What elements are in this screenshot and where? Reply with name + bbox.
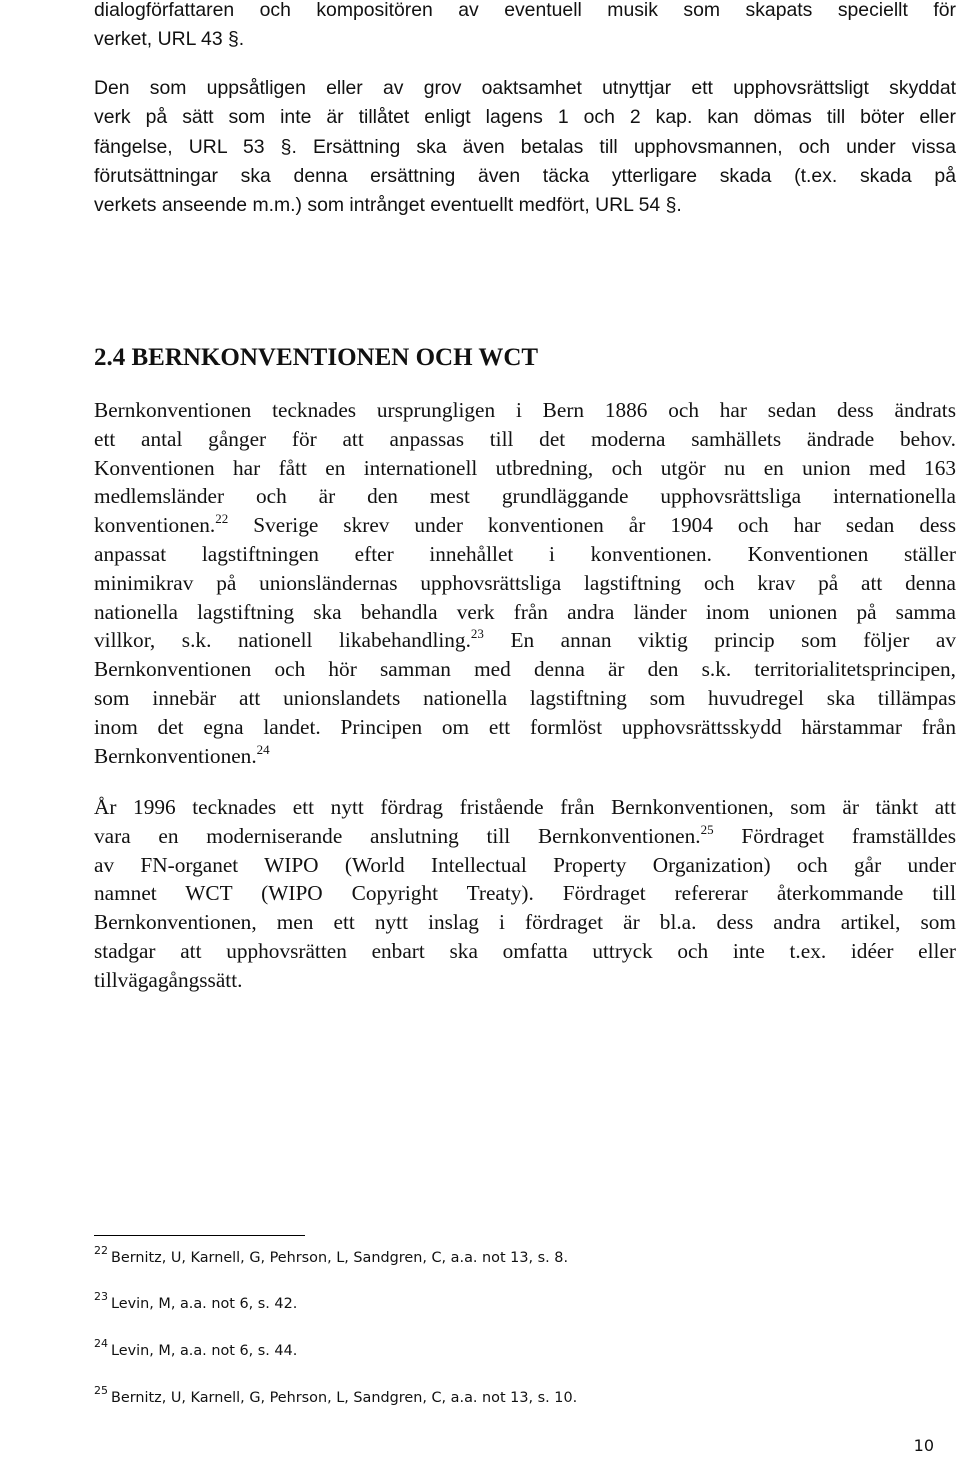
footnote-number: 22 — [94, 1244, 108, 1257]
footnote-number: 24 — [94, 1337, 108, 1350]
text-line: Bernkonventionen och hör samman med denna är den s.k. territorialitetsprincipen, — [94, 657, 956, 682]
text-line: verk på sätt som inte är tillåtet enligt lagens 1 och 2 kap. kan dömas till böter eller — [94, 106, 956, 129]
text-line: nationella lagstiftning ska behandla verk från andra länder inom unionen på samma — [94, 599, 956, 624]
text-line: namnet WCT (WIPO Copyright Treaty). Fördraget refererar återkommande till — [94, 881, 956, 906]
text-line: inom det egna landet. Principen om ett formlöst upphovsrättsskydd härstammar från — [94, 714, 956, 739]
page-number: 10 — [913, 1436, 934, 1455]
text-line: verkets anseende m.m.) som intrånget eventuellt medfört, URL 54 §. — [94, 194, 682, 217]
footnote-number: 23 — [94, 1290, 108, 1303]
text-line: av FN-organet WIPO (World Intellectual Property Organization) och går under — [94, 852, 956, 877]
text-segment: villkor, s.k. nationell likabehandling. — [94, 628, 471, 653]
footnote-ref: 23 — [470, 626, 484, 642]
text-line: År 1996 tecknades ett nytt fördrag fristående från Bernkonventionen, som är tänkt att — [94, 795, 956, 819]
text-segment: Bernkonventionen. — [94, 743, 257, 768]
footnote — [94, 1384, 954, 1408]
text-line: anpassat lagstiftningen efter innehållet i konventionen. Konventionen ställer — [94, 541, 956, 566]
penalty-paragraph — [94, 74, 956, 220]
wct-paragraph — [94, 793, 956, 995]
text-line: förutsättningar ska denna ersättning även täcka ytterligare skada (t.ex. skada på — [94, 164, 956, 187]
text-line: som innebär att unionslandets nationella lagstiftning som huvudregel ska tillämpas — [94, 685, 956, 710]
text-line: Bernkonventionen, men ett nytt inslag i fördraget är bl.a. dess andra artikel, som — [94, 910, 956, 935]
text-line: ett antal gånger för att anpassas till det moderna samhällets ändrade behov. — [94, 426, 956, 451]
text-line — [94, 822, 956, 851]
text-line: Konventionen har fått en internationell utbredning, och utgör nu en union med 163 — [94, 455, 956, 480]
section-heading: 2.4 BERNKONVENTIONEN OCH WCT — [94, 344, 539, 371]
text-line: Den som uppsåtligen eller av grov oaktsamhet utnyttjar ett upphovsrättsligt skyddat — [94, 77, 956, 99]
text-line: minimikrav på unionsländernas upphovsrättsliga lagstiftning och krav på att denna — [94, 570, 956, 595]
footnote-number: 25 — [94, 1384, 108, 1397]
text-line: dialogförfattaren och kompositören av eventuell musik som skapats speciellt för — [94, 0, 956, 21]
text-segment: Fördraget framställdes — [713, 823, 956, 848]
intro-paragraph — [94, 0, 956, 55]
text-line — [94, 742, 956, 771]
footnote-text: Bernitz, U, Karnell, G, Pehrson, L, Sandgren, C, a.a. not 13, s. 8. — [111, 1250, 569, 1266]
text-line: Bernkonventionen tecknades ursprungligen i Bern 1886 och har sedan dess ändrats — [94, 398, 956, 422]
text-line: medlemsländer och är den mest grundläggande upphovsrättsliga internationella — [94, 484, 956, 509]
text-line — [94, 511, 956, 540]
footnote — [94, 1290, 954, 1314]
footnote-text: Levin, M, a.a. not 6, s. 44. — [111, 1343, 298, 1359]
footnote-ref: 24 — [256, 741, 270, 757]
text-segment: vara en moderniserande anslutning till Bernkonventionen. — [94, 823, 701, 848]
text-segment: En annan viktig princip som följer av — [483, 628, 956, 653]
bern-paragraph — [94, 396, 956, 770]
text-line: verket, URL 43 §. — [94, 28, 245, 51]
text-line: stadgar att upphovsrätten enbart ska omfatta uttryck och inte t.ex. idéer eller — [94, 938, 956, 963]
footnote-separator — [94, 1235, 305, 1236]
footnote — [94, 1337, 954, 1361]
footnote-ref: 22 — [215, 511, 229, 527]
text-segment: konventionen. — [94, 513, 216, 538]
text-segment: Sverige skrev under konventionen år 1904 och har sedan dess — [228, 513, 956, 538]
text-line — [94, 626, 956, 655]
text-line: tillvägagångssätt. — [94, 967, 243, 992]
footnote-text: Bernitz, U, Karnell, G, Pehrson, L, Sandgren, C, a.a. not 13, s. 10. — [111, 1390, 578, 1406]
text-line: fängelse, URL 53 §. Ersättning ska även betalas till upphovsmannen, och under vissa — [94, 135, 956, 158]
footnote — [94, 1244, 954, 1268]
footnote-text: Levin, M, a.a. not 6, s. 42. — [111, 1296, 298, 1312]
footnote-ref: 25 — [700, 821, 714, 837]
